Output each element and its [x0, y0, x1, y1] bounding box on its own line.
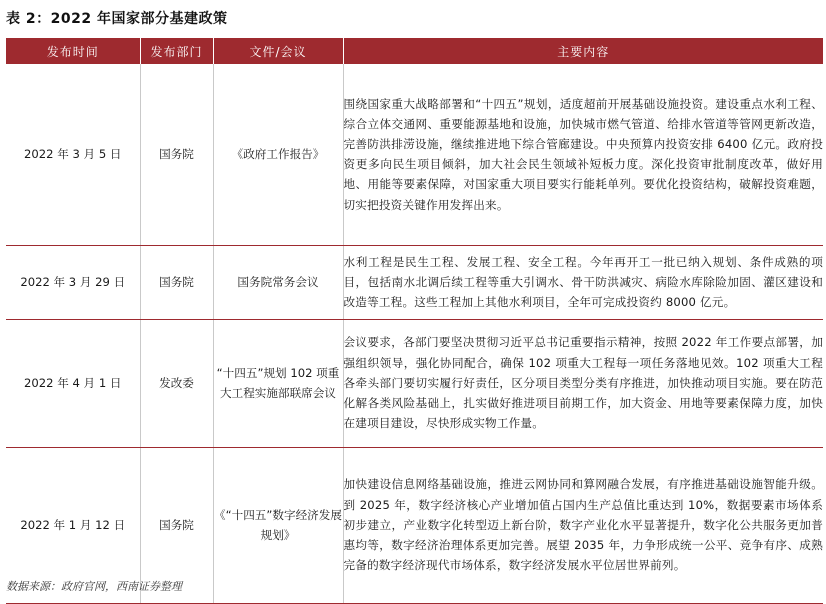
table-row [6, 64, 823, 245]
table-row [6, 319, 823, 447]
row-doc: “十四五”规划 102 项重大工程实施部联席会议 [213, 319, 343, 447]
row-content: 加快建设信息网络基础设施，推进云网协同和算网融合发展，有序推进基础设施智能升级。到 2025 年，数字经济核心产业增加值占国内生产总值比重达到 10%，数据要素市场体系初步建立，产业数字化转型迈上新台阶，数字产业化水平显著提升，数字化公共服务更加普惠均等，数字经济治理体系更加完善。展望 2035 年，力争形成统一公平、竞争有序、成熟完备的数字经济现代市场体系，数字经济发展水平位居世界前列。 [343, 447, 823, 603]
row-doc: 《政府工作报告》 [213, 64, 343, 245]
row-date: 2022 年 3 月 29 日 [6, 245, 140, 319]
row-dept: 国务院 [140, 64, 213, 245]
table-title: 表 2：2022 年国家部分基建政策 [6, 11, 228, 27]
row-dept: 国务院 [140, 245, 213, 319]
table-header-row [6, 38, 823, 64]
row-dept: 发改委 [140, 319, 213, 447]
table-row [6, 245, 823, 319]
row-date: 2022 年 3 月 5 日 [6, 64, 140, 245]
header-doc: 文件/会议 [213, 38, 343, 64]
header-date: 发布时间 [6, 38, 140, 64]
row-dept: 国务院 [140, 447, 213, 603]
row-date: 2022 年 1 月 12 日 [6, 447, 140, 603]
row-content: 会议要求，各部门要坚决贯彻习近平总书记重要指示精神，按照 2022 年工作要点部署，加强组织领导，强化协同配合，确保 102 项重大工程每一项任务落地见效。102 项重大工程各牵头部门要切实履行好责任，区分项目类型分类有序推进，加快推动项目实施。要在防范化解各类风险基础上，扎实做好推进项目前期工作，加大资金、用地等要素保障力度，加快在建项目建设，尽快形成实物工作量。 [343, 319, 823, 447]
row-doc: 《“十四五”数字经济发展规划》 [213, 447, 343, 603]
data-source-note: 数据来源：政府官网，西南证券整理 [6, 580, 182, 593]
row-content: 水利工程是民生工程、发展工程、安全工程。今年再开工一批已纳入规划、条件成熟的项目，包括南水北调后续工程等重大引调水、骨干防洪减灾、病险水库除险加固、灌区建设和改造等工程。这些工程加上其他水利项目，全年可完成投资约 8000 亿元。 [343, 245, 823, 319]
header-dept: 发布部门 [140, 38, 213, 64]
row-doc: 国务院常务会议 [213, 245, 343, 319]
row-date: 2022 年 4 月 1 日 [6, 319, 140, 447]
policy-table [6, 38, 823, 604]
row-content: 围绕国家重大战略部署和“十四五”规划，适度超前开展基础设施投资。建设重点水利工程、综合立体交通网、重要能源基地和设施，加快城市燃气管道、给排水管道等管网更新改造，完善防洪排涝设施，继续推进地下综合管廊建设。中央预算内投资安排 6400 亿元。政府投资更多向民生项目倾斜，加大社会民生领域补短板力度。深化投资审批制度改革，做好用地、用能等要素保障，对国家重大项目要实行能耗单列。要优化投资结构，破解投资难题，切实把投资关键作用发挥出来。 [343, 64, 823, 245]
header-content: 主要内容 [343, 38, 823, 64]
